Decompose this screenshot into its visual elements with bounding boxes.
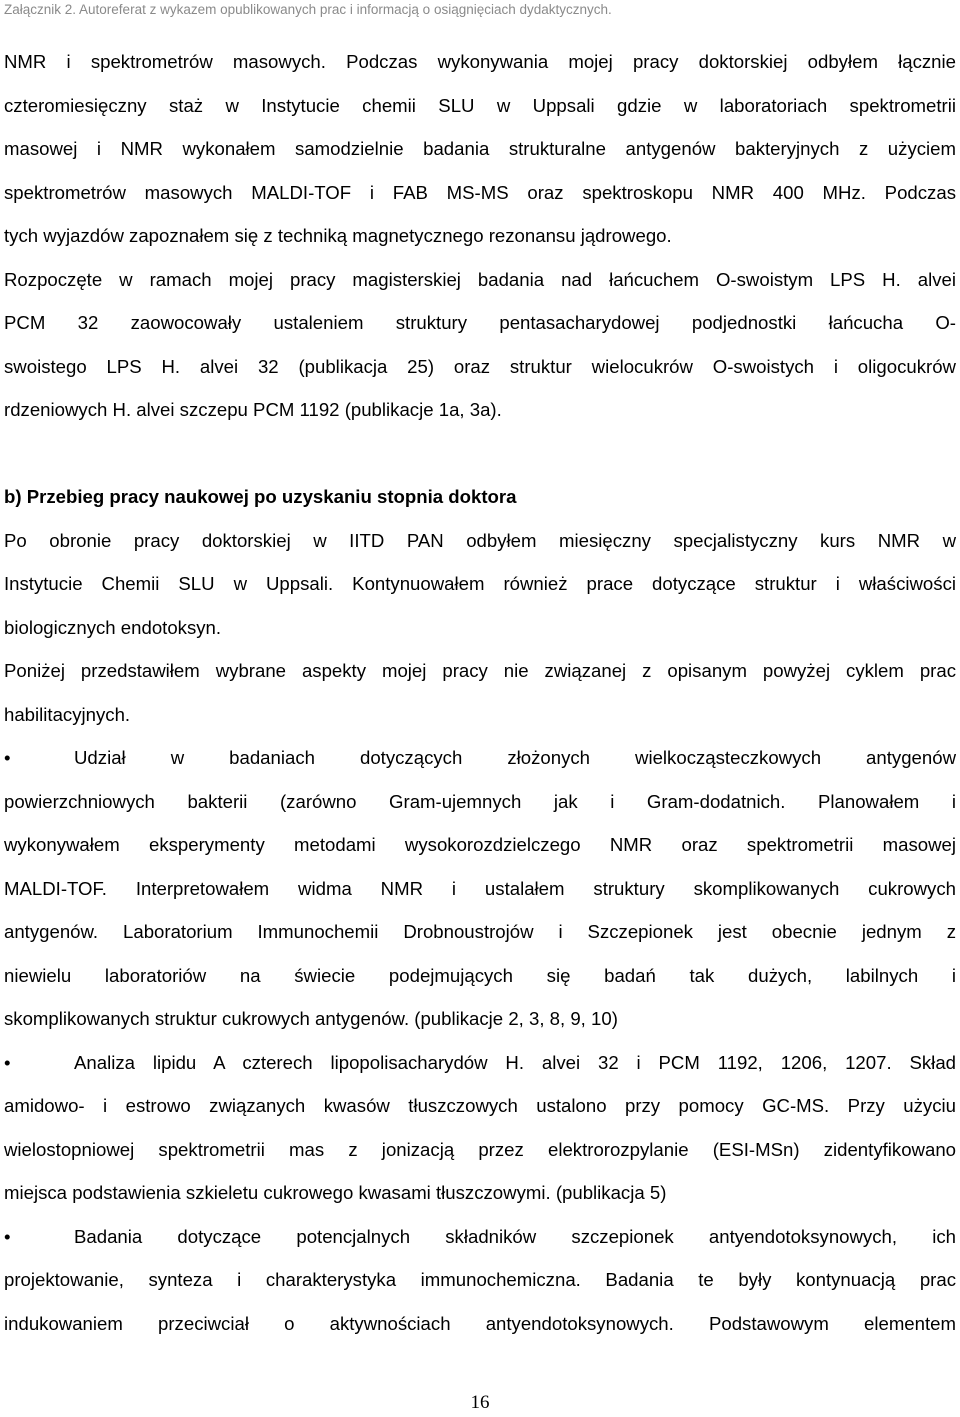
bullet-text-line: powierzchniowych bakterii (zarówno Gram-ujemnych jak i Gram-dodatnich. Planowałem i (4, 790, 956, 812)
bullet-icon: • (4, 1051, 11, 1073)
paragraph-line: Rozpoczęte w ramach mojej pracy magisterskiej badania nad łańcuchem O-swoistym LPS H. alvei (4, 268, 956, 290)
paragraph-line: biologicznych endotoksyn. (4, 616, 222, 638)
paragraph-line: Instytucie Chemii SLU w Uppsali. Kontynuowałem również prace dotyczące struktur i właściwości (4, 573, 956, 594)
bullet-item (4, 736, 956, 780)
paragraph-line: habilitacyjnych. (4, 703, 131, 725)
paragraph-line: swoistego LPS H. alvei 32 (publikacja 25) oraz struktur wielocukrów O-swoistych i oligocukrów (4, 355, 956, 377)
bullet-text-line: wykonywałem eksperymenty metodami wysokorozdzielczego NMR oraz spektrometrii masowej (4, 834, 956, 855)
paragraph-line: NMR i spektrometrów masowych. Podczas wykonywania mojej pracy doktorskiej odbyłem łącznie (4, 51, 956, 72)
paragraph-line: czteromiesięczny staż w Instytucie chemii SLU w Uppsali gdzie w laboratoriach spektrometrii (4, 94, 956, 116)
paragraph-line: Po obronie pracy doktorskiej w IITD PAN odbyłem miesięczny specjalistyczny kurs NMR w (4, 529, 956, 551)
bullet-item (4, 1041, 956, 1085)
bullet-text-line: skomplikowanych struktur cukrowych antygenów. (publikacje 2, 3, 8, 9, 10) (4, 1008, 618, 1029)
paragraph-line: spektrometrów masowych MALDI-TOF i FAB MS-MS oraz spektroskopu NMR 400 MHz. Podczas (4, 181, 956, 203)
paragraph-line: masowej i NMR wykonałem samodzielnie badania strukturalne antygenów bakteryjnych z użyciem (4, 138, 956, 159)
bullet-text-line: miejsca podstawienia szkieletu cukrowego kwasami tłuszczowymi. (publikacja 5) (4, 1182, 667, 1203)
bullet-text-line: indukowaniem przeciwciał o aktywnościach antyendotoksynowych. Podstawowym elementem (4, 1312, 956, 1334)
bullet-text-line: amidowo- i estrowo związanych kwasów tłuszczowych ustalono przy pomocy GC-MS. Przy użyciu (4, 1095, 956, 1116)
paragraph-line: PCM 32 zaowocowały ustaleniem struktury pentasacharydowej podjednostki łańcucha O- (4, 312, 956, 333)
bullet-text-line: MALDI-TOF. Interpretowałem widma NMR i ustalałem struktury skomplikowanych cukrowych (4, 877, 956, 899)
paragraph-line: tych wyjazdów zapoznałem się z techniką magnetycznego rezonansu jądrowego. (4, 225, 672, 246)
bullet-text: Udział w badaniach dotyczących złożonych wielkocząsteczkowych antygenów (74, 747, 956, 768)
bullet-text-line: niewielu laboratoriów na świecie podejmujących się badań tak dużych, labilnych i (4, 964, 956, 986)
section-heading: b) Przebieg pracy naukowej po uzyskaniu stopnia doktora (4, 486, 517, 507)
bullet-text-line: projektowanie, synteza i charakterystyka immunochemiczna. Badania te były kontynuacją prac (4, 1269, 956, 1290)
bullet-icon: • (4, 1225, 11, 1247)
page-number: 16 (470, 1392, 490, 1413)
bullet-text: Analiza lipidu A czterech lipopolisacharydów H. alvei 32 i PCM 1192, 1206, 1207. Skład (74, 1051, 956, 1073)
bullet-icon: • (4, 747, 11, 768)
document-header: Załącznik 2. Autoreferat z wykazem opublikowanych prac i informacją o osiągnięciach dydaktycznych. (4, 2, 612, 17)
bullet-text: Badania dotyczące potencjalnych składników szczepionek antyendotoksynowych, ich (74, 1225, 956, 1247)
paragraph-line: Poniżej przedstawiłem wybrane aspekty mojej pracy nie związanej z opisanym powyżej cyklem prac (4, 660, 956, 681)
bullet-item (4, 1215, 956, 1259)
bullet-text-line: wielostopniowej spektrometrii mas z jonizacją przez elektrorozpylanie (ESI-MSn) zidentyfikowano (4, 1138, 956, 1160)
paragraph-line: rdzeniowych H. alvei szczepu PCM 1192 (publikacje 1a, 3a). (4, 399, 502, 420)
bullet-text-line: antygenów. Laboratorium Immunochemii Drobnoustrojów i Szczepionek jest obecnie jednym z (4, 921, 956, 942)
document-body (4, 40, 956, 1345)
